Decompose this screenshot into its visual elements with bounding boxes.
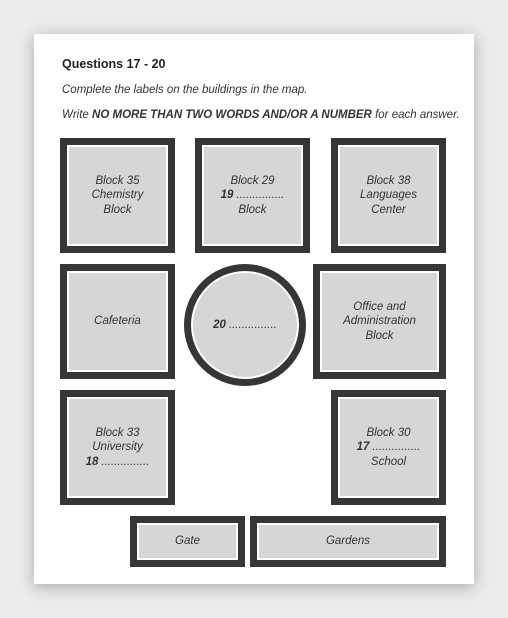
block35-line1: Block 35 xyxy=(95,174,140,187)
question-20-number: 20 xyxy=(213,318,226,331)
block30-line3: School xyxy=(370,455,407,468)
office-line2: Administration xyxy=(343,315,416,328)
building-office-administration xyxy=(313,264,446,379)
question-17-number: 17 xyxy=(356,441,370,454)
office-line1: Office and xyxy=(353,300,406,313)
question-19-blank[interactable] xyxy=(221,188,285,203)
block38-line3: Center xyxy=(371,203,406,216)
block30-line1: Block 30 xyxy=(366,426,411,439)
answer-blank-18: ............... xyxy=(101,455,150,468)
question-18-number: 18 xyxy=(85,455,99,468)
rule-suffix: for each answer. xyxy=(375,109,460,121)
question-20-blank[interactable] xyxy=(213,318,277,333)
answer-blank-20: ............... xyxy=(228,318,277,331)
question-19-number: 19 xyxy=(220,189,234,202)
word-limit-instruction xyxy=(62,109,460,121)
block33-line1: Block 33 xyxy=(95,426,140,439)
block29-line3: Block xyxy=(238,203,267,216)
block38-line1: Block 38 xyxy=(366,174,411,187)
gardens-label: Gardens xyxy=(325,535,371,548)
block35-line3: Block xyxy=(103,203,132,216)
building-cafeteria xyxy=(60,264,175,379)
questions-heading: Questions 17 - 20 xyxy=(62,57,166,71)
office-line3: Block xyxy=(365,329,394,342)
rule-bold: NO MORE THAN TWO WORDS AND/OR A NUMBER xyxy=(92,109,372,121)
building-block-33 xyxy=(60,390,175,505)
building-block-38 xyxy=(331,138,446,253)
block38-line2: Languages xyxy=(360,189,417,202)
block29-line1: Block 29 xyxy=(230,174,275,187)
gate-label: Gate xyxy=(175,535,200,548)
answer-blank-17: ............... xyxy=(372,441,421,454)
building-gate xyxy=(130,516,245,567)
question-17-blank[interactable] xyxy=(357,440,421,455)
building-block-30 xyxy=(331,390,446,505)
building-block-35 xyxy=(60,138,175,253)
building-block-29 xyxy=(195,138,310,253)
answer-blank-19: ............... xyxy=(236,189,285,202)
instruction-text: Complete the labels on the buildings in the map. xyxy=(62,84,308,96)
area-gardens xyxy=(250,516,446,567)
block35-line2: Chemistry xyxy=(91,189,144,202)
building-center-circle xyxy=(184,264,306,386)
rule-prefix: Write xyxy=(62,109,89,121)
question-18-blank[interactable] xyxy=(86,455,150,470)
block33-line2: University xyxy=(92,441,143,454)
cafeteria-label: Cafeteria xyxy=(94,315,141,328)
